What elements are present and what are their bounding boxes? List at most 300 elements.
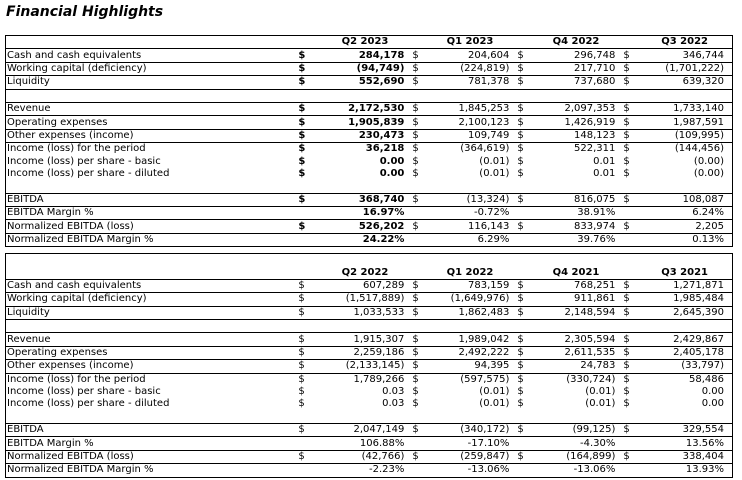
column-header-q4-2022: Q4 2022 <box>534 36 624 49</box>
column-header-q1-2022: Q1 2022 <box>429 266 518 279</box>
spacer-row <box>6 319 733 332</box>
value-cell: 2,611,535 <box>534 346 624 359</box>
value-cell: 94,395 <box>429 360 518 373</box>
currency-symbol: $ <box>412 143 419 155</box>
empty-cell <box>534 319 624 332</box>
empty-cell <box>623 254 639 267</box>
row-label: Income (loss) for the period <box>7 373 146 385</box>
currency-symbol: $ <box>412 168 419 180</box>
empty-cell <box>517 411 533 424</box>
currency-symbol: $ <box>517 373 524 385</box>
row-label: Other expenses (income) <box>6 360 299 373</box>
value-cell: 24,783 <box>534 360 624 373</box>
value-cell: 2,148,594 <box>534 306 624 319</box>
row-label: EBITDA <box>6 424 299 437</box>
value-cell: (13,324) <box>429 193 518 206</box>
currency-symbol <box>412 437 428 450</box>
value-cell: 217,710 <box>534 62 624 75</box>
table-row <box>6 450 733 463</box>
empty-cell <box>429 180 518 193</box>
value-cell: 1,862,483 <box>429 306 518 319</box>
value-cell: 204,604 <box>429 49 518 62</box>
spacer-row <box>6 89 733 102</box>
empty-cell <box>517 180 533 193</box>
currency-symbol: $ <box>623 155 630 167</box>
currency-symbol: $ <box>623 193 639 206</box>
value-cell: 6.24% <box>640 207 733 220</box>
currency-symbol: $ <box>298 102 318 115</box>
value-cell: 38.91% <box>534 207 624 220</box>
row-label: Income (loss) per share - basic <box>7 386 161 398</box>
currency-symbol: $ <box>412 386 419 398</box>
currency-symbol: $ <box>298 360 318 373</box>
currency-symbol: $ <box>517 155 524 167</box>
value-cell: (0.00) <box>693 155 724 167</box>
currency-symbol: $ <box>517 360 533 373</box>
value-cell: -13.06% <box>534 464 624 477</box>
value-cell: 781,378 <box>429 76 518 89</box>
value-cell: (0.00) <box>693 168 724 180</box>
currency-symbol: $ <box>623 306 639 319</box>
value-cell: 1,905,839 <box>319 116 413 129</box>
table-row <box>6 333 733 346</box>
row-label: Operating expenses <box>6 346 299 359</box>
currency-symbol: $ <box>623 333 639 346</box>
empty-cell <box>640 254 733 267</box>
currency-symbol: $ <box>412 220 428 233</box>
currency-symbol: $ <box>298 293 318 306</box>
header-spacer <box>623 266 639 279</box>
empty-cell <box>517 319 533 332</box>
currency-symbol: $ <box>298 346 318 359</box>
page-title: Financial Highlights <box>6 4 164 20</box>
value-cell: (0.01) <box>479 168 510 180</box>
currency-symbol: $ <box>623 398 630 410</box>
empty-cell <box>319 180 413 193</box>
currency-symbol: $ <box>298 424 318 437</box>
column-header-q1-2023: Q1 2023 <box>429 36 518 49</box>
value-cell: 1,985,484 <box>640 293 733 306</box>
row-label: Revenue <box>6 333 299 346</box>
currency-symbol: $ <box>517 346 533 359</box>
value-cell: 0.00 <box>701 386 724 398</box>
empty-cell <box>412 411 428 424</box>
empty-cell <box>6 411 299 424</box>
value-cell: 816,075 <box>534 193 624 206</box>
spacer-row <box>6 411 733 424</box>
header-label-cell <box>6 266 299 279</box>
value-cell: 783,159 <box>429 279 518 292</box>
value-cell: 1,033,533 <box>319 306 413 319</box>
value-cell: 2,100,123 <box>429 116 518 129</box>
empty-cell <box>429 254 518 267</box>
value-cell: 833,974 <box>534 220 624 233</box>
currency-symbol: $ <box>623 62 639 75</box>
table-row <box>6 293 733 306</box>
empty-cell <box>319 319 413 332</box>
value-cell: 1,915,307 <box>319 333 413 346</box>
currency-symbol: $ <box>298 116 318 129</box>
value-cell: (340,172) <box>429 424 518 437</box>
currency-symbol: $ <box>623 293 639 306</box>
value-cell: 0.01 <box>593 168 616 180</box>
value-cell: (0.01) <box>479 155 510 167</box>
row-label: Normalized EBITDA Margin % <box>6 233 299 246</box>
currency-symbol: $ <box>412 155 419 167</box>
table-row <box>6 102 733 115</box>
value-cell: 0.03 <box>382 398 405 410</box>
table-row <box>6 129 733 142</box>
currency-symbol: $ <box>623 424 639 437</box>
value-cell: (224,819) <box>429 62 518 75</box>
value-cell: 108,087 <box>640 193 733 206</box>
table-row <box>6 233 733 246</box>
empty-cell <box>640 180 733 193</box>
value-cell: (364,619) <box>460 143 510 155</box>
table-row <box>6 49 733 62</box>
currency-symbol: $ <box>298 129 318 142</box>
empty-cell <box>298 89 318 102</box>
currency-symbol: $ <box>517 424 533 437</box>
value-cell: 2,172,530 <box>319 102 413 115</box>
currency-symbol: $ <box>298 143 306 155</box>
currency-symbol: $ <box>298 155 306 167</box>
currency-symbol: $ <box>623 49 639 62</box>
row-label: EBITDA Margin % <box>6 207 299 220</box>
value-cell: 2,097,353 <box>534 102 624 115</box>
table-row <box>6 168 733 180</box>
value-cell: 329,554 <box>640 424 733 437</box>
value-cell: (109,995) <box>640 129 733 142</box>
currency-symbol: $ <box>517 143 524 155</box>
currency-symbol: $ <box>298 306 318 319</box>
value-cell: 737,680 <box>534 76 624 89</box>
empty-cell <box>640 89 733 102</box>
currency-symbol: $ <box>412 102 428 115</box>
currency-symbol <box>412 233 428 246</box>
value-cell: (330,724) <box>566 373 616 385</box>
value-cell: (0.01) <box>479 386 510 398</box>
currency-symbol: $ <box>412 116 428 129</box>
value-cell: 0.00 <box>379 155 405 167</box>
currency-symbol <box>412 207 428 220</box>
value-cell: 0.01 <box>593 155 616 167</box>
table-row <box>6 220 733 233</box>
currency-symbol <box>298 464 318 477</box>
currency-symbol: $ <box>517 279 533 292</box>
currency-symbol: $ <box>298 450 318 463</box>
value-cell: -0.72% <box>429 207 518 220</box>
value-cell: 6.29% <box>429 233 518 246</box>
currency-symbol: $ <box>412 450 428 463</box>
row-label: Working capital (deficiency) <box>6 62 299 75</box>
table-row <box>6 360 733 373</box>
currency-symbol: $ <box>623 450 639 463</box>
value-cell: 2,205 <box>640 220 733 233</box>
currency-symbol: $ <box>298 333 318 346</box>
row-label: Cash and cash equivalents <box>6 279 299 292</box>
value-cell: (0.01) <box>585 398 616 410</box>
empty-cell <box>319 89 413 102</box>
empty-cell <box>298 319 318 332</box>
value-cell: 39.76% <box>534 233 624 246</box>
currency-symbol: $ <box>412 76 428 89</box>
value-cell: 116,143 <box>429 220 518 233</box>
header-row <box>6 266 733 279</box>
currency-symbol: $ <box>517 450 533 463</box>
financial-table-prior <box>5 253 733 478</box>
currency-symbol: $ <box>517 193 533 206</box>
empty-cell <box>412 89 428 102</box>
empty-cell <box>6 254 299 267</box>
value-cell: 0.03 <box>382 386 405 398</box>
empty-cell <box>6 319 299 332</box>
value-cell: 0.00 <box>379 168 405 180</box>
currency-symbol: $ <box>623 373 630 385</box>
currency-symbol: $ <box>623 220 639 233</box>
value-cell: 338,404 <box>640 450 733 463</box>
currency-symbol: $ <box>623 129 639 142</box>
value-cell: 607,289 <box>319 279 413 292</box>
header-label-cell <box>6 36 299 49</box>
value-cell: 2,405,178 <box>640 346 733 359</box>
currency-symbol <box>517 233 533 246</box>
spacer-row <box>6 180 733 193</box>
currency-symbol: $ <box>298 76 318 89</box>
column-header-q3-2021: Q3 2021 <box>640 266 733 279</box>
currency-symbol <box>623 233 639 246</box>
currency-symbol <box>623 464 639 477</box>
value-cell: 109,749 <box>429 129 518 142</box>
table-row <box>6 398 733 410</box>
value-cell: 284,178 <box>319 49 413 62</box>
value-cell: 36,218 <box>365 143 405 155</box>
currency-symbol: $ <box>412 333 428 346</box>
currency-symbol: $ <box>298 398 305 410</box>
currency-symbol: $ <box>298 373 305 385</box>
value-cell: (144,456) <box>674 143 724 155</box>
currency-symbol: $ <box>412 346 428 359</box>
table-row <box>6 193 733 206</box>
empty-cell <box>623 319 639 332</box>
value-cell: 148,123 <box>534 129 624 142</box>
value-cell: 526,202 <box>319 220 413 233</box>
currency-symbol: $ <box>623 279 639 292</box>
currency-symbol: $ <box>623 143 630 155</box>
value-cell: 106.88% <box>319 437 413 450</box>
currency-symbol: $ <box>623 386 630 398</box>
currency-symbol: $ <box>517 386 524 398</box>
value-cell: 2,259,186 <box>319 346 413 359</box>
empty-cell <box>534 89 624 102</box>
empty-cell <box>623 411 639 424</box>
currency-symbol: $ <box>298 193 318 206</box>
table-row <box>6 207 733 220</box>
currency-symbol: $ <box>517 102 533 115</box>
value-cell: 2,429,867 <box>640 333 733 346</box>
value-cell: 1,987,591 <box>640 116 733 129</box>
currency-symbol: $ <box>412 129 428 142</box>
value-cell: (1,517,889) <box>319 293 413 306</box>
value-cell: 230,473 <box>319 129 413 142</box>
value-cell: -13.06% <box>429 464 518 477</box>
empty-cell <box>6 180 299 193</box>
empty-cell <box>534 254 624 267</box>
value-cell: 0.13% <box>640 233 733 246</box>
table-row <box>6 116 733 129</box>
row-label: EBITDA Margin % <box>6 437 299 450</box>
column-header-q4-2021: Q4 2021 <box>534 266 624 279</box>
value-cell: 13.93% <box>640 464 733 477</box>
value-cell: 522,311 <box>574 143 616 155</box>
empty-cell <box>517 89 533 102</box>
header-spacer <box>412 266 428 279</box>
value-cell: (42,766) <box>319 450 413 463</box>
currency-symbol: $ <box>298 220 318 233</box>
table-row <box>6 156 733 168</box>
table-row <box>6 464 733 477</box>
empty-cell <box>412 319 428 332</box>
row-label: Income (loss) per share - basic <box>7 155 161 167</box>
row-label: Normalized EBITDA (loss) <box>6 220 299 233</box>
table-row <box>6 386 733 398</box>
empty-cell <box>623 89 639 102</box>
currency-symbol <box>623 207 639 220</box>
header-spacer <box>623 36 639 49</box>
currency-symbol: $ <box>412 373 419 385</box>
currency-symbol <box>298 207 318 220</box>
value-cell: 911,861 <box>534 293 624 306</box>
currency-symbol: $ <box>298 279 318 292</box>
currency-symbol: $ <box>517 398 524 410</box>
value-cell: 2,645,390 <box>640 306 733 319</box>
table-row <box>6 76 733 89</box>
value-cell: (94,749) <box>319 62 413 75</box>
currency-symbol: $ <box>412 360 428 373</box>
currency-symbol: $ <box>412 62 428 75</box>
value-cell: -2.23% <box>319 464 413 477</box>
value-cell: -17.10% <box>429 437 518 450</box>
empty-cell <box>298 411 318 424</box>
currency-symbol: $ <box>517 49 533 62</box>
empty-cell <box>319 411 413 424</box>
table-row <box>6 437 733 450</box>
value-cell: 368,740 <box>319 193 413 206</box>
table-row <box>6 143 733 156</box>
table-row <box>6 62 733 75</box>
value-cell: (33,797) <box>640 360 733 373</box>
value-cell: 13.56% <box>640 437 733 450</box>
column-header-q2-2022: Q2 2022 <box>319 266 413 279</box>
value-cell: 1,733,140 <box>640 102 733 115</box>
value-cell: 24.22% <box>319 233 413 246</box>
row-label: Working capital (deficiency) <box>6 293 299 306</box>
currency-symbol <box>623 437 639 450</box>
currency-symbol <box>298 437 318 450</box>
empty-cell <box>534 180 624 193</box>
currency-symbol: $ <box>412 49 428 62</box>
value-cell: 768,251 <box>534 279 624 292</box>
currency-symbol: $ <box>412 306 428 319</box>
header-spacer <box>298 36 318 49</box>
table-row <box>6 373 733 386</box>
currency-symbol: $ <box>623 116 639 129</box>
currency-symbol: $ <box>517 116 533 129</box>
currency-symbol: $ <box>412 279 428 292</box>
currency-symbol <box>517 207 533 220</box>
empty-cell <box>517 254 533 267</box>
row-label: Income (loss) per share - diluted <box>7 398 170 410</box>
header-spacer <box>298 266 318 279</box>
empty-cell <box>534 411 624 424</box>
currency-symbol <box>412 464 428 477</box>
currency-symbol: $ <box>623 168 630 180</box>
currency-symbol: $ <box>623 346 639 359</box>
value-cell: 1,789,266 <box>353 373 405 385</box>
value-cell: 1,989,042 <box>429 333 518 346</box>
row-label: Cash and cash equivalents <box>6 49 299 62</box>
empty-cell <box>640 411 733 424</box>
empty-cell <box>298 254 318 267</box>
currency-symbol: $ <box>517 333 533 346</box>
row-label: Income (loss) per share - diluted <box>7 168 170 180</box>
empty-cell <box>640 319 733 332</box>
currency-symbol: $ <box>298 168 306 180</box>
table-row <box>6 306 733 319</box>
value-cell: 2,305,594 <box>534 333 624 346</box>
column-header-q3-2022: Q3 2022 <box>640 36 733 49</box>
currency-symbol: $ <box>412 193 428 206</box>
currency-symbol: $ <box>412 398 419 410</box>
table-row <box>6 346 733 359</box>
value-cell: (1,701,222) <box>640 62 733 75</box>
empty-cell <box>623 180 639 193</box>
value-cell: 296,748 <box>534 49 624 62</box>
currency-symbol: $ <box>412 424 428 437</box>
currency-symbol: $ <box>517 129 533 142</box>
currency-symbol: $ <box>623 76 639 89</box>
value-cell: 0.00 <box>701 398 724 410</box>
value-cell: 346,744 <box>640 49 733 62</box>
row-label: Revenue <box>6 102 299 115</box>
value-cell: (0.01) <box>479 398 510 410</box>
row-label: Liquidity <box>6 76 299 89</box>
empty-cell <box>429 319 518 332</box>
value-cell: (164,899) <box>534 450 624 463</box>
empty-cell <box>429 411 518 424</box>
row-label: Operating expenses <box>6 116 299 129</box>
row-label: Income (loss) for the period <box>7 143 146 155</box>
table-row <box>6 424 733 437</box>
currency-symbol: $ <box>623 102 639 115</box>
financial-table-current <box>5 35 733 247</box>
value-cell: (0.01) <box>585 386 616 398</box>
value-cell: (99,125) <box>534 424 624 437</box>
currency-symbol <box>517 437 533 450</box>
value-cell: 58,486 <box>689 373 724 385</box>
empty-cell <box>298 180 318 193</box>
empty-cell <box>429 89 518 102</box>
value-cell: (2,133,145) <box>319 360 413 373</box>
currency-symbol: $ <box>623 360 639 373</box>
currency-symbol: $ <box>517 306 533 319</box>
column-header-q2-2023: Q2 2023 <box>319 36 413 49</box>
row-label: Normalized EBITDA Margin % <box>6 464 299 477</box>
value-cell: 1,271,871 <box>640 279 733 292</box>
currency-symbol: $ <box>298 49 318 62</box>
currency-symbol: $ <box>517 293 533 306</box>
table-row <box>6 279 733 292</box>
